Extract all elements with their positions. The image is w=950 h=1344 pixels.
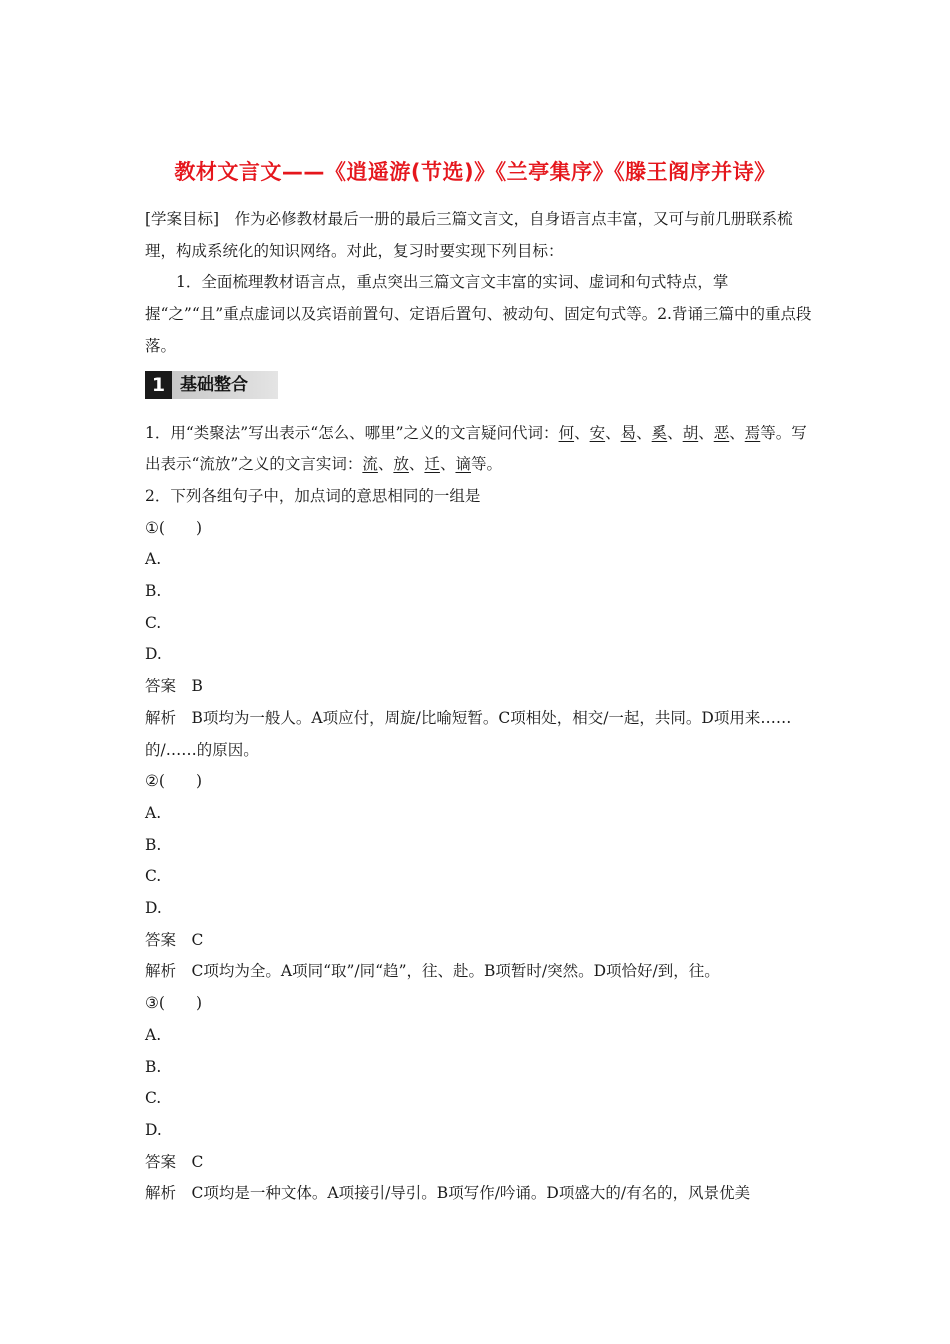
q2-option: C. xyxy=(145,613,162,632)
section-header xyxy=(145,371,813,399)
q2-answer xyxy=(145,925,813,957)
q2-part-label: ③( ) xyxy=(145,994,202,1013)
q2-answer xyxy=(145,671,813,703)
goal-text: 作为必修教材最后一册的最后三篇文言文，自身语言点丰富，又可与前几册联系梳理，构成系统化的知识网络。对此，复习时要实现下列目标： xyxy=(145,210,793,260)
q2-option: C. xyxy=(145,867,162,886)
analysis-text: C项均是一种文体。A项接引/导引。B项写作/吟诵。D项盛大的/有名的，风景优美 xyxy=(191,1184,751,1203)
answer-value: C xyxy=(191,930,204,949)
q2-option: D. xyxy=(145,645,162,664)
q2-option: D. xyxy=(145,899,162,918)
answer-value: B xyxy=(191,677,203,696)
q2-option: A. xyxy=(145,1025,162,1044)
q2-option: C. xyxy=(145,1089,162,1108)
q2-option: A. xyxy=(145,550,162,569)
q1-word2: 迁 xyxy=(424,455,440,474)
q1-word: 胡 xyxy=(682,423,699,442)
q2-analysis xyxy=(145,703,813,766)
analysis-label: 解析 xyxy=(145,1184,177,1203)
q1-word: 奚 xyxy=(651,423,668,442)
analysis-text: C项均为全。A项同“取”/同“趋”，往、赴。B项暂时/突然。D项恰好/到，往。 xyxy=(191,962,720,981)
question-1: 1．用“类聚法”写出表示“怎么、哪里”之义的文言疑问代词：何、安、曷、奚、胡、恶、焉等。写出表示“流放”之义的文言实词：流、放、迁、谪等。 xyxy=(145,423,807,474)
analysis-label: 解析 xyxy=(145,708,177,727)
q1-word: 恶 xyxy=(713,423,730,442)
q1-word: 焉 xyxy=(744,423,761,442)
q1-middle: 等。写出表示“流放”之义的文言实词： xyxy=(145,423,807,474)
q2-analysis xyxy=(145,956,813,988)
analysis-label: 解析 xyxy=(145,962,177,981)
section-number: 1 xyxy=(145,371,172,399)
document-body xyxy=(145,204,813,1210)
document-title: 教材文言文——《逍遥游(节选)》《兰亭集序》《滕王阁序并诗》 xyxy=(174,160,776,184)
section-label: 基础整合 xyxy=(172,371,278,399)
goal-label: [学案目标] xyxy=(145,210,220,228)
q2-option: B. xyxy=(145,1057,162,1076)
q2-part-label: ②( ) xyxy=(145,772,202,791)
answer-label: 答案 xyxy=(145,930,177,949)
q1-word: 何 xyxy=(558,423,575,442)
answer-value: C xyxy=(191,1152,204,1171)
analysis-text: B项均为一般人。A项应付，周旋/比喻短暂。C项相处，相交/一起，共同。D项用来……的/……的原因。 xyxy=(145,708,792,759)
q1-word: 曷 xyxy=(620,423,637,442)
question-2-stem: 2．下列各组句子中，加点词的意思相同的一组是 xyxy=(145,486,481,505)
goal-item: 1．全面梳理教材语言点，重点突出三篇文言文丰富的实词、虚词和句式特点，掌握“之”“且”重点虚词以及宾语前置句、定语后置句、被动句、固定句式等。2.背诵三篇中的重点段落。 xyxy=(145,273,812,355)
q2-analysis xyxy=(145,1178,813,1210)
answer-label: 答案 xyxy=(145,1152,177,1171)
q1-suffix: 等。 xyxy=(470,455,502,474)
answer-label: 答案 xyxy=(145,677,177,696)
q2-part-label: ①( ) xyxy=(145,518,202,537)
q2-option: A. xyxy=(145,803,162,822)
q1-word2: 谪 xyxy=(455,455,471,474)
learning-goal-paragraph xyxy=(145,204,813,267)
q1-prefix: 1．用“类聚法”写出表示“怎么、哪里”之义的文言疑问代词： xyxy=(145,423,559,442)
q2-option: B. xyxy=(145,835,162,854)
q2-option: B. xyxy=(145,582,162,601)
q1-word2: 放 xyxy=(393,455,409,474)
q2-answer xyxy=(145,1147,813,1179)
q2-option: D. xyxy=(145,1120,162,1139)
q1-word: 安 xyxy=(589,423,606,442)
q1-word2: 流 xyxy=(362,455,378,474)
